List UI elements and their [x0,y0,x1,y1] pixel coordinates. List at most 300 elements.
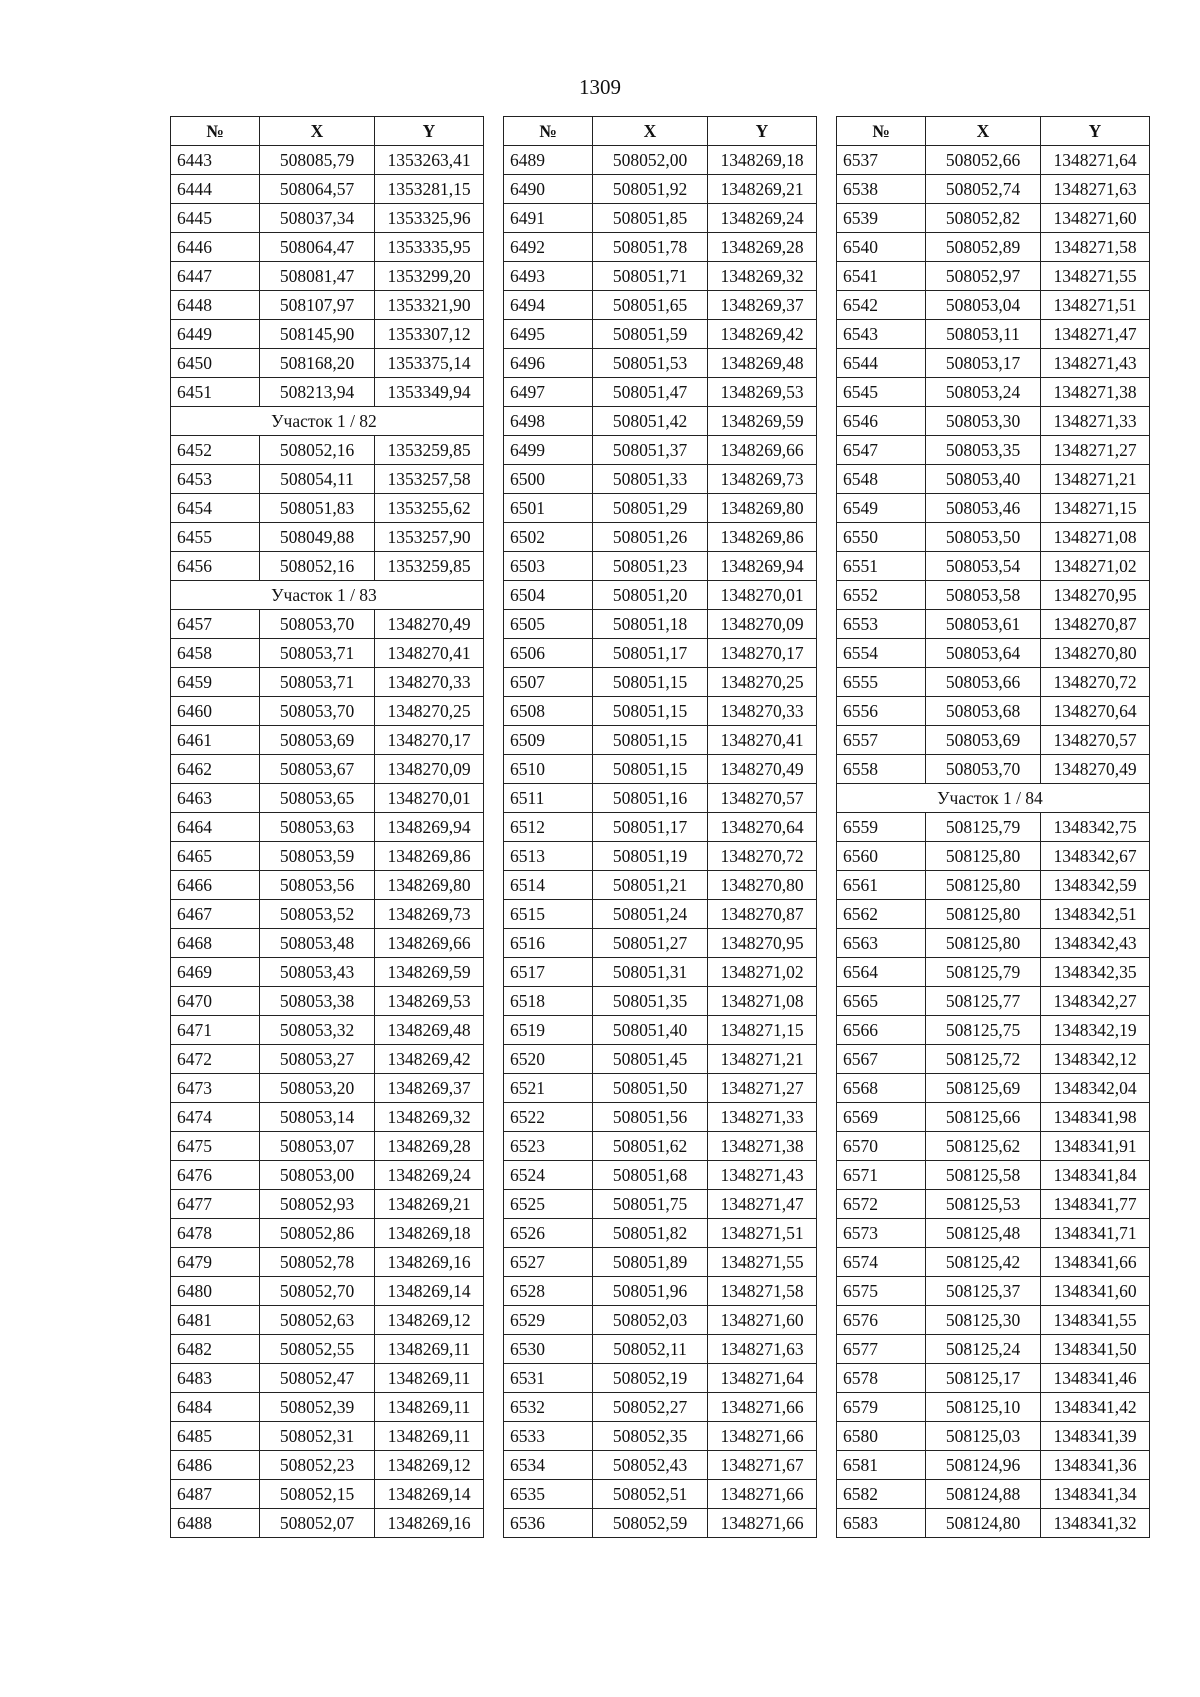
table-row [171,987,484,1016]
y-coordinate-cell: 1348270,17 [708,639,817,668]
point-number-cell: 6516 [504,929,593,958]
point-number-cell: 6458 [171,639,260,668]
table-header-row [504,117,817,146]
y-coordinate-cell: 1348271,27 [708,1074,817,1103]
y-coordinate-cell: 1348269,42 [708,320,817,349]
point-number-cell: 6498 [504,407,593,436]
table-row [837,929,1150,958]
y-coordinate-cell: 1348271,33 [1041,407,1150,436]
point-number-cell: 6529 [504,1306,593,1335]
table-row [837,1074,1150,1103]
table-row [837,842,1150,871]
header-number: № [837,117,926,146]
x-coordinate-cell: 508052,86 [260,1219,375,1248]
point-number-cell: 6565 [837,987,926,1016]
y-coordinate-cell: 1348270,01 [708,581,817,610]
x-coordinate-cell: 508052,63 [260,1306,375,1335]
x-coordinate-cell: 508051,24 [593,900,708,929]
point-number-cell: 6505 [504,610,593,639]
x-coordinate-cell: 508053,70 [260,610,375,639]
y-coordinate-cell: 1353259,85 [375,552,484,581]
x-coordinate-cell: 508053,69 [926,726,1041,755]
point-number-cell: 6483 [171,1364,260,1393]
y-coordinate-cell: 1348269,11 [375,1335,484,1364]
table-row [837,378,1150,407]
x-coordinate-cell: 508125,48 [926,1219,1041,1248]
x-coordinate-cell: 508052,07 [260,1509,375,1538]
x-coordinate-cell: 508053,46 [926,494,1041,523]
x-coordinate-cell: 508052,74 [926,175,1041,204]
x-coordinate-cell: 508125,37 [926,1277,1041,1306]
point-number-cell: 6506 [504,639,593,668]
y-coordinate-cell: 1348269,32 [708,262,817,291]
table-row [837,320,1150,349]
y-coordinate-cell: 1348341,36 [1041,1451,1150,1480]
y-coordinate-cell: 1353281,15 [375,175,484,204]
point-number-cell: 6482 [171,1335,260,1364]
point-number-cell: 6448 [171,291,260,320]
point-number-cell: 6457 [171,610,260,639]
point-number-cell: 6447 [171,262,260,291]
x-coordinate-cell: 508124,88 [926,1480,1041,1509]
x-coordinate-cell: 508051,50 [593,1074,708,1103]
y-coordinate-cell: 1348270,49 [375,610,484,639]
table-row [504,552,817,581]
header-y: Y [375,117,484,146]
table-row [171,1045,484,1074]
x-coordinate-cell: 508124,96 [926,1451,1041,1480]
table-row [171,1248,484,1277]
y-coordinate-cell: 1348341,60 [1041,1277,1150,1306]
x-coordinate-cell: 508051,17 [593,813,708,842]
x-coordinate-cell: 508125,62 [926,1132,1041,1161]
table-row [504,494,817,523]
point-number-cell: 6466 [171,871,260,900]
table-row [504,1161,817,1190]
point-number-cell: 6519 [504,1016,593,1045]
point-number-cell: 6469 [171,958,260,987]
x-coordinate-cell: 508053,27 [260,1045,375,1074]
table-row [504,1277,817,1306]
x-coordinate-cell: 508051,23 [593,552,708,581]
y-coordinate-cell: 1353263,41 [375,146,484,175]
x-coordinate-cell: 508053,07 [260,1132,375,1161]
y-coordinate-cell: 1348341,55 [1041,1306,1150,1335]
y-coordinate-cell: 1353257,58 [375,465,484,494]
point-number-cell: 6575 [837,1277,926,1306]
y-coordinate-cell: 1348271,08 [708,987,817,1016]
y-coordinate-cell: 1353255,62 [375,494,484,523]
y-coordinate-cell: 1348341,98 [1041,1103,1150,1132]
point-number-cell: 6573 [837,1219,926,1248]
y-coordinate-cell: 1348271,51 [1041,291,1150,320]
point-number-cell: 6567 [837,1045,926,1074]
point-number-cell: 6492 [504,233,593,262]
point-number-cell: 6542 [837,291,926,320]
point-number-cell: 6540 [837,233,926,262]
point-number-cell: 6554 [837,639,926,668]
point-number-cell: 6444 [171,175,260,204]
point-number-cell: 6544 [837,349,926,378]
x-coordinate-cell: 508053,35 [926,436,1041,465]
table-row [504,291,817,320]
point-number-cell: 6485 [171,1422,260,1451]
point-number-cell: 6517 [504,958,593,987]
table-row [837,523,1150,552]
point-number-cell: 6539 [837,204,926,233]
x-coordinate-cell: 508125,77 [926,987,1041,1016]
point-number-cell: 6579 [837,1393,926,1422]
table-row [171,1219,484,1248]
y-coordinate-cell: 1353307,12 [375,320,484,349]
y-coordinate-cell: 1348270,09 [708,610,817,639]
x-coordinate-cell: 508053,71 [260,639,375,668]
table-row [837,204,1150,233]
y-coordinate-cell: 1348269,14 [375,1277,484,1306]
y-coordinate-cell: 1348342,35 [1041,958,1150,987]
x-coordinate-cell: 508053,38 [260,987,375,1016]
y-coordinate-cell: 1348271,27 [1041,436,1150,465]
table-body [171,146,484,1538]
point-number-cell: 6504 [504,581,593,610]
point-number-cell: 6508 [504,697,593,726]
x-coordinate-cell: 508053,14 [260,1103,375,1132]
point-number-cell: 6534 [504,1451,593,1480]
x-coordinate-cell: 508051,15 [593,726,708,755]
table-row [504,1219,817,1248]
table-body [504,146,817,1538]
x-coordinate-cell: 508052,43 [593,1451,708,1480]
table-row [837,1219,1150,1248]
table-row [171,378,484,407]
y-coordinate-cell: 1348270,95 [1041,581,1150,610]
x-coordinate-cell: 508053,54 [926,552,1041,581]
table-row [504,900,817,929]
point-number-cell: 6512 [504,813,593,842]
point-number-cell: 6526 [504,1219,593,1248]
point-number-cell: 6460 [171,697,260,726]
y-coordinate-cell: 1348269,16 [375,1509,484,1538]
point-number-cell: 6455 [171,523,260,552]
table-row [504,610,817,639]
y-coordinate-cell: 1348270,33 [375,668,484,697]
x-coordinate-cell: 508125,75 [926,1016,1041,1045]
point-number-cell: 6445 [171,204,260,233]
y-coordinate-cell: 1348269,32 [375,1103,484,1132]
table-header-row [171,117,484,146]
table-row [504,233,817,262]
y-coordinate-cell: 1348270,01 [375,784,484,813]
y-coordinate-cell: 1348270,64 [1041,697,1150,726]
x-coordinate-cell: 508051,33 [593,465,708,494]
table-row [504,784,817,813]
header-y: Y [708,117,817,146]
x-coordinate-cell: 508053,43 [260,958,375,987]
x-coordinate-cell: 508053,58 [926,581,1041,610]
point-number-cell: 6490 [504,175,593,204]
table-row [171,697,484,726]
y-coordinate-cell: 1348342,43 [1041,929,1150,958]
y-coordinate-cell: 1348270,49 [1041,755,1150,784]
y-coordinate-cell: 1348271,60 [708,1306,817,1335]
y-coordinate-cell: 1348270,72 [708,842,817,871]
table-row [171,639,484,668]
point-number-cell: 6494 [504,291,593,320]
y-coordinate-cell: 1348271,21 [708,1045,817,1074]
y-coordinate-cell: 1348269,86 [375,842,484,871]
x-coordinate-cell: 508051,62 [593,1132,708,1161]
y-coordinate-cell: 1353321,90 [375,291,484,320]
y-coordinate-cell: 1353335,95 [375,233,484,262]
x-coordinate-cell: 508052,78 [260,1248,375,1277]
point-number-cell: 6574 [837,1248,926,1277]
x-coordinate-cell: 508054,11 [260,465,375,494]
x-coordinate-cell: 508168,20 [260,349,375,378]
point-number-cell: 6518 [504,987,593,1016]
y-coordinate-cell: 1353257,90 [375,523,484,552]
y-coordinate-cell: 1348341,32 [1041,1509,1150,1538]
y-coordinate-cell: 1348269,73 [375,900,484,929]
point-number-cell: 6473 [171,1074,260,1103]
y-coordinate-cell: 1348270,25 [708,668,817,697]
point-number-cell: 6525 [504,1190,593,1219]
y-coordinate-cell: 1348271,63 [1041,175,1150,204]
x-coordinate-cell: 508051,83 [260,494,375,523]
table-row [837,1045,1150,1074]
y-coordinate-cell: 1348269,94 [375,813,484,842]
point-number-cell: 6472 [171,1045,260,1074]
table-row [837,233,1150,262]
point-number-cell: 6515 [504,900,593,929]
x-coordinate-cell: 508125,10 [926,1393,1041,1422]
x-coordinate-cell: 508053,20 [260,1074,375,1103]
y-coordinate-cell: 1348269,14 [375,1480,484,1509]
point-number-cell: 6582 [837,1480,926,1509]
point-number-cell: 6478 [171,1219,260,1248]
section-title: Участок 1 / 84 [837,784,1150,813]
y-coordinate-cell: 1348271,58 [708,1277,817,1306]
header-number: № [171,117,260,146]
table-row [171,1335,484,1364]
y-coordinate-cell: 1353375,14 [375,349,484,378]
table-row [504,320,817,349]
x-coordinate-cell: 508125,24 [926,1335,1041,1364]
x-coordinate-cell: 508051,15 [593,755,708,784]
table-header-row [837,117,1150,146]
table-row [837,1277,1150,1306]
table-row [171,755,484,784]
x-coordinate-cell: 508052,70 [260,1277,375,1306]
table-row [171,1132,484,1161]
table-row [837,610,1150,639]
point-number-cell: 6560 [837,842,926,871]
point-number-cell: 6484 [171,1393,260,1422]
coordinate-table-middle [503,116,817,1538]
y-coordinate-cell: 1353259,85 [375,436,484,465]
y-coordinate-cell: 1348271,64 [708,1364,817,1393]
point-number-cell: 6451 [171,378,260,407]
x-coordinate-cell: 508052,16 [260,552,375,581]
point-number-cell: 6475 [171,1132,260,1161]
point-number-cell: 6464 [171,813,260,842]
y-coordinate-cell: 1348269,53 [708,378,817,407]
point-number-cell: 6561 [837,871,926,900]
point-number-cell: 6493 [504,262,593,291]
table-row [837,1132,1150,1161]
table-row [837,465,1150,494]
point-number-cell: 6501 [504,494,593,523]
y-coordinate-cell: 1348271,38 [1041,378,1150,407]
x-coordinate-cell: 508053,52 [260,900,375,929]
table-row [504,581,817,610]
point-number-cell: 6572 [837,1190,926,1219]
point-number-cell: 6507 [504,668,593,697]
table-row [504,1045,817,1074]
point-number-cell: 6461 [171,726,260,755]
x-coordinate-cell: 508051,16 [593,784,708,813]
y-coordinate-cell: 1348341,71 [1041,1219,1150,1248]
table-row [837,1509,1150,1538]
x-coordinate-cell: 508064,47 [260,233,375,262]
point-number-cell: 6487 [171,1480,260,1509]
y-coordinate-cell: 1348270,87 [708,900,817,929]
header-x: X [593,117,708,146]
point-number-cell: 6576 [837,1306,926,1335]
point-number-cell: 6509 [504,726,593,755]
point-number-cell: 6559 [837,813,926,842]
point-number-cell: 6500 [504,465,593,494]
table-row [171,552,484,581]
y-coordinate-cell: 1348271,43 [1041,349,1150,378]
point-number-cell: 6495 [504,320,593,349]
table-row [171,494,484,523]
table-row [504,465,817,494]
x-coordinate-cell: 508053,64 [926,639,1041,668]
table-row [837,958,1150,987]
x-coordinate-cell: 508107,97 [260,291,375,320]
x-coordinate-cell: 508053,70 [260,697,375,726]
y-coordinate-cell: 1348270,95 [708,929,817,958]
x-coordinate-cell: 508053,66 [926,668,1041,697]
table-row [504,1393,817,1422]
table-row [837,1335,1150,1364]
y-coordinate-cell: 1348271,66 [708,1393,817,1422]
x-coordinate-cell: 508053,50 [926,523,1041,552]
x-coordinate-cell: 508052,82 [926,204,1041,233]
point-number-cell: 6553 [837,610,926,639]
y-coordinate-cell: 1348271,63 [708,1335,817,1364]
y-coordinate-cell: 1348271,15 [1041,494,1150,523]
y-coordinate-cell: 1348269,37 [375,1074,484,1103]
point-number-cell: 6531 [504,1364,593,1393]
table-row [837,581,1150,610]
x-coordinate-cell: 508125,53 [926,1190,1041,1219]
x-coordinate-cell: 508051,45 [593,1045,708,1074]
x-coordinate-cell: 508125,30 [926,1306,1041,1335]
table-row [837,262,1150,291]
point-number-cell: 6481 [171,1306,260,1335]
point-number-cell: 6491 [504,204,593,233]
x-coordinate-cell: 508053,24 [926,378,1041,407]
y-coordinate-cell: 1348269,18 [708,146,817,175]
x-coordinate-cell: 508125,80 [926,842,1041,871]
point-number-cell: 6462 [171,755,260,784]
y-coordinate-cell: 1348342,12 [1041,1045,1150,1074]
y-coordinate-cell: 1348341,84 [1041,1161,1150,1190]
table-row [837,1364,1150,1393]
point-number-cell: 6537 [837,146,926,175]
x-coordinate-cell: 508052,00 [593,146,708,175]
table-row [171,842,484,871]
x-coordinate-cell: 508125,79 [926,813,1041,842]
point-number-cell: 6471 [171,1016,260,1045]
y-coordinate-cell: 1348269,12 [375,1306,484,1335]
table-row [171,726,484,755]
x-coordinate-cell: 508051,35 [593,987,708,1016]
x-coordinate-cell: 508125,79 [926,958,1041,987]
point-number-cell: 6547 [837,436,926,465]
y-coordinate-cell: 1348269,53 [375,987,484,1016]
point-number-cell: 6513 [504,842,593,871]
x-coordinate-cell: 508125,80 [926,900,1041,929]
table-row [171,523,484,552]
x-coordinate-cell: 508053,67 [260,755,375,784]
table-row [504,929,817,958]
y-coordinate-cell: 1348270,25 [375,697,484,726]
y-coordinate-cell: 1348269,66 [708,436,817,465]
table-row [504,349,817,378]
table-row [171,1364,484,1393]
point-number-cell: 6550 [837,523,926,552]
point-number-cell: 6467 [171,900,260,929]
y-coordinate-cell: 1348271,60 [1041,204,1150,233]
x-coordinate-cell: 508053,70 [926,755,1041,784]
point-number-cell: 6549 [837,494,926,523]
y-coordinate-cell: 1348269,12 [375,1451,484,1480]
x-coordinate-cell: 508053,48 [260,929,375,958]
table-row [504,726,817,755]
y-coordinate-cell: 1348270,80 [708,871,817,900]
x-coordinate-cell: 508051,19 [593,842,708,871]
table-row [837,552,1150,581]
table-row [504,1132,817,1161]
point-number-cell: 6503 [504,552,593,581]
point-number-cell: 6548 [837,465,926,494]
y-coordinate-cell: 1348270,33 [708,697,817,726]
table-row [504,842,817,871]
table-row [837,726,1150,755]
y-coordinate-cell: 1348270,09 [375,755,484,784]
x-coordinate-cell: 508051,56 [593,1103,708,1132]
x-coordinate-cell: 508052,03 [593,1306,708,1335]
point-number-cell: 6514 [504,871,593,900]
point-number-cell: 6581 [837,1451,926,1480]
point-number-cell: 6511 [504,784,593,813]
table-row [837,639,1150,668]
x-coordinate-cell: 508125,69 [926,1074,1041,1103]
table-row [171,204,484,233]
y-coordinate-cell: 1348341,91 [1041,1132,1150,1161]
point-number-cell: 6568 [837,1074,926,1103]
x-coordinate-cell: 508052,66 [926,146,1041,175]
point-number-cell: 6510 [504,755,593,784]
point-number-cell: 6557 [837,726,926,755]
point-number-cell: 6474 [171,1103,260,1132]
x-coordinate-cell: 508213,94 [260,378,375,407]
table-row [171,146,484,175]
point-number-cell: 6577 [837,1335,926,1364]
table-row [837,175,1150,204]
